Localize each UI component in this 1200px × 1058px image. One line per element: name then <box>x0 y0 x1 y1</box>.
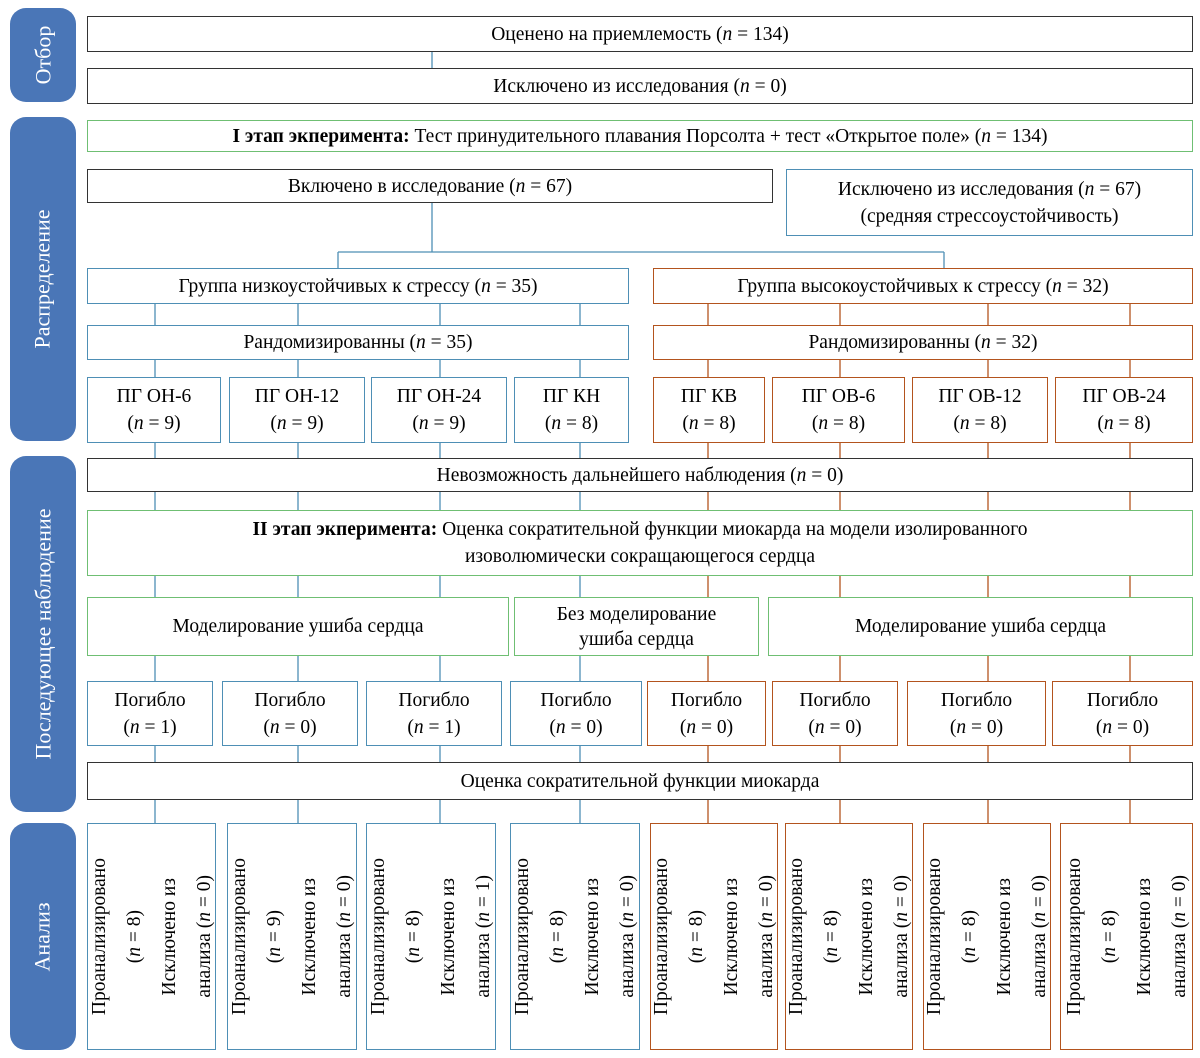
assessed-box: Оценено на приемлемость (n = 134) <box>87 16 1193 52</box>
excluded-zero-box: Исключено из исследования (n = 0) <box>87 68 1193 104</box>
subgroup-on-12: ПГ ОН-12 (n = 9) <box>229 377 365 443</box>
subgroup-on-6: ПГ ОН-6 (n = 9) <box>87 377 221 443</box>
subgroup-kv: ПГ КВ (n = 8) <box>653 377 765 443</box>
analysis-box: Проанализировано (n = 8) Исключено из анализа (n = 0) <box>87 823 216 1050</box>
included-box: Включено в исследование (n = 67) <box>87 169 773 203</box>
died-box: Погибло (n = 0) <box>772 681 898 746</box>
died-box: Погибло (n = 1) <box>87 681 213 746</box>
excluded-67-box: Исключено из исследования (n = 67) (средняя стрессоустойчивость) <box>786 169 1193 236</box>
subgroup-ov-6: ПГ ОВ-6 (n = 8) <box>772 377 905 443</box>
died-box: Погибло (n = 0) <box>222 681 358 746</box>
analysis-box: Проанализировано (n = 8) Исключено из анализа (n = 0) <box>1060 823 1193 1050</box>
subgroup-kn: ПГ КН (n = 8) <box>514 377 629 443</box>
low-resistance-group-box: Группа низкоустойчивых к стрессу (n = 35) <box>87 268 629 304</box>
model-contusion-right-box: Моделирование ушиба сердца <box>768 597 1193 656</box>
side-label-distribution: Распределение <box>10 117 76 441</box>
died-box: Погибло (n = 0) <box>907 681 1046 746</box>
analysis-box: Проанализировано (n = 8) Исключено из анализа (n = 0) <box>923 823 1051 1050</box>
died-box: Погибло (n = 0) <box>1052 681 1193 746</box>
subgroup-ov-24: ПГ ОВ-24 (n = 8) <box>1055 377 1193 443</box>
analysis-box: Проанализировано (n = 8) Исключено из анализа (n = 0) <box>785 823 913 1050</box>
subgroup-on-24: ПГ ОН-24 (n = 9) <box>371 377 507 443</box>
died-box: Погибло (n = 0) <box>647 681 766 746</box>
stage-one-box: I этап экперимента: Тест принудительного плавания Порсолта + тест «Открытое поле» (n = 134) <box>87 120 1193 152</box>
no-model-box: Без моделирование ушиба сердца <box>514 597 759 656</box>
analysis-box: Проанализировано (n = 8) Исключено из анализа (n = 0) <box>510 823 640 1050</box>
high-resistance-group-box: Группа высокоустойчивых к стрессу (n = 32) <box>653 268 1193 304</box>
side-label-selection: Отбор <box>10 8 76 102</box>
analysis-box: Проанализировано (n = 9) Исключено из анализа (n = 0) <box>227 823 357 1050</box>
side-label-analysis: Анализ <box>10 823 76 1050</box>
randomized-low-box: Рандомизированны (n = 35) <box>87 325 629 360</box>
subgroup-ov-12: ПГ ОВ-12 (n = 8) <box>912 377 1048 443</box>
side-label-followup: Последующее наблюдение <box>10 456 76 812</box>
lost-to-followup-box: Невозможность дальнейшего наблюдения (n = 0) <box>87 458 1193 492</box>
died-box: Погибло (n = 0) <box>510 681 642 746</box>
stage-two-box: II этап экперимента: Оценка сократительной функции миокарда на модели изолированного изоволюмически сокращающегося сердца <box>87 510 1193 576</box>
analysis-box: Проанализировано (n = 8) Исключено из анализа (n = 1) <box>366 823 496 1050</box>
model-contusion-left-box: Моделирование ушиба сердца <box>87 597 509 656</box>
analysis-box: Проанализировано (n = 8) Исключено из анализа (n = 0) <box>650 823 778 1050</box>
died-box: Погибло (n = 1) <box>366 681 502 746</box>
randomized-high-box: Рандомизированны (n = 32) <box>653 325 1193 360</box>
assessment-box: Оценка сократительной функции миокарда <box>87 762 1193 800</box>
